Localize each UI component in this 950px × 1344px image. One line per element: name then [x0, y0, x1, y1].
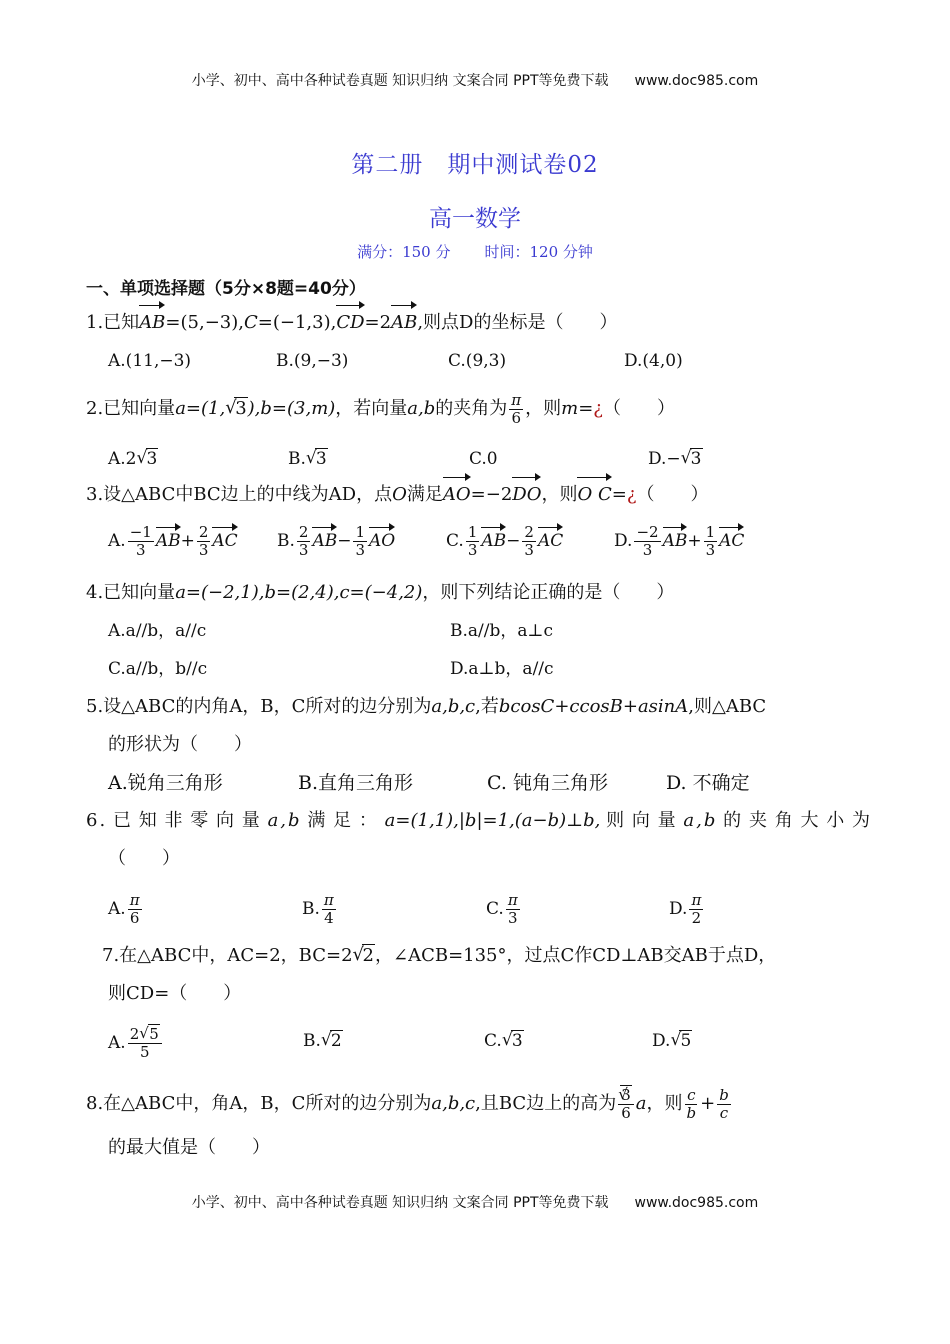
footer-site[interactable]: www.doc985.com — [634, 1195, 759, 1211]
q7-option-b[interactable]: B.√ 2 — [303, 1026, 343, 1056]
question-6: 6.已知非零向量a,b满足：a=(1,1),|b|=1,(a−b)⊥b,则向量a,b的夹角大小为 （ ） — [86, 810, 873, 869]
q6-option-a[interactable]: A. $\frac{\pi}{6}$ — [108, 891, 140, 927]
exam-meta — [0, 241, 950, 262]
q5-option-d[interactable]: D. 不确定 — [666, 772, 750, 794]
question-1: 1.已知AB=(5,−3),C=(−1,3),CD=2AB,则点D的坐标是（ ） — [86, 304, 872, 342]
q4-option-d[interactable]: D.a⊥b，a//c — [450, 659, 554, 679]
q2-option-c[interactable]: C.0 — [469, 449, 498, 469]
q3-option-b[interactable]: B. $\frac{2}{3}$ AB− $\frac{1}{3}$ AO — [277, 523, 396, 559]
q6-option-b[interactable]: B. $\frac{\pi}{4}$ — [302, 891, 334, 927]
question-5: 5.设△ABC的内角A，B，C所对的边分别为a,b,c,若bcosC+ccosB+asinA,则△ABC 的形状为（ ） — [86, 696, 767, 755]
q6-option-d[interactable]: D. $\frac{\pi}{2}$ — [669, 891, 702, 927]
page-header — [0, 70, 950, 90]
exam-score: 满分：150 分 — [357, 243, 451, 261]
q5-option-a[interactable]: A.锐角三角形 — [108, 772, 223, 794]
page-footer — [0, 1192, 950, 1212]
question-8: 8.在△ABC中，角A，B，C所对的边分别为a,b,c,且BC边上的高为 √ $\frac{3}{6}$ a，则 $\frac{c}{b}$ + $\frac{b}{c}$ 的最大值是（ ） — [86, 1082, 872, 1170]
q1-option-d[interactable]: D.(4,0) — [624, 351, 683, 371]
question-2: 2.已知向量a=(1,√ 3),b=(3,m)，若向量a,b的夹角为 $\frac{\pi}{6}$ ，则m=¿（ ） — [86, 390, 872, 428]
q6-option-c[interactable]: C. $\frac{\pi}{3}$ — [486, 891, 518, 927]
q4-option-b[interactable]: B.a//b，a⊥c — [450, 621, 554, 641]
q2-option-a[interactable]: A.2√ 3 — [108, 444, 158, 474]
header-text: 小学、初中、高中各种试卷真题 知识归纳 文案合同 PPT等免费下载 — [191, 73, 609, 89]
q1-option-a[interactable]: A.(11,−3) — [108, 351, 192, 371]
question-4: 4.已知向量a=(−2,1),b=(2,4),c=(−4,2)，则下列结论正确的是（ ） — [86, 582, 675, 603]
q3-option-d[interactable]: D. $\frac{-2}{3}$ AB+ $\frac{1}{3}$ AC — [614, 523, 745, 559]
q3-option-a[interactable]: A. $\frac{-1}{3}$ AB+ $\frac{2}{3}$ AC — [108, 523, 238, 559]
q5-option-c[interactable]: C. 钝角三角形 — [487, 772, 608, 794]
exam-time: 时间：120 分钟 — [484, 243, 593, 261]
section-heading: 一、单项选择题（5分×8题=40分） — [86, 279, 366, 299]
footer-text: 小学、初中、高中各种试卷真题 知识归纳 文案合同 PPT等免费下载 — [191, 1195, 609, 1211]
q3-option-c[interactable]: C. $\frac{1}{3}$ AB− $\frac{2}{3}$ AC — [446, 523, 564, 559]
exam-title: 第二册 期中测试卷02 — [351, 152, 599, 178]
q4-option-c[interactable]: C.a//b，b//c — [108, 659, 208, 679]
q2-option-d[interactable]: D.−√ 3 — [648, 444, 703, 474]
q5-option-b[interactable]: B.直角三角形 — [298, 772, 414, 794]
q2-option-b[interactable]: B.√ 3 — [288, 444, 328, 474]
q4-option-a[interactable]: A.a//b，a//c — [108, 621, 207, 641]
exam-subject: 高一数学 — [429, 206, 521, 232]
q1-option-b[interactable]: B.(9,−3) — [276, 351, 349, 371]
q7-option-d[interactable]: D.√ 5 — [652, 1026, 692, 1056]
header-site[interactable]: www.doc985.com — [634, 73, 759, 89]
q7-option-c[interactable]: C.√ 3 — [484, 1026, 524, 1056]
q1-option-c[interactable]: C.(9,3) — [448, 351, 507, 371]
q7-option-a[interactable]: A. $\frac{2√ 5}{5}$ — [108, 1026, 164, 1061]
question-7: 7.在△ABC中，AC=2，BC=2√ 2，∠ACB=135°，过点C作CD⊥AB交AB于点D， 则CD=（ ） — [86, 937, 872, 1013]
question-3: 3.设△ABC中BC边上的中线为AD，点O满足AO=−2DO，则O C=¿（ ） — [86, 476, 872, 514]
